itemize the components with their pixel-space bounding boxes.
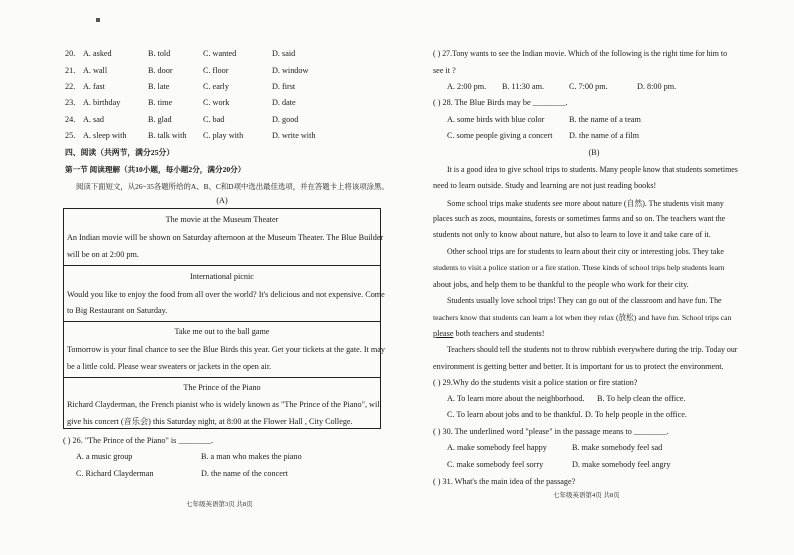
- option-b: B. talk with: [148, 131, 187, 140]
- option-a: A. asked: [83, 49, 112, 58]
- notice-board: [63, 208, 385, 429]
- option-a: A. sleep with: [83, 131, 127, 140]
- question-29-stem: ( ) 29.Why do the students visit a police station or fire station?: [433, 378, 638, 387]
- notice-title: The Prince of the Piano: [183, 383, 261, 392]
- question-26-option-a: A. a music group: [76, 452, 133, 461]
- question-29-option-d: D. To help people in the office.: [585, 410, 687, 419]
- underlined-word: please: [433, 329, 454, 338]
- question-27-option-b: B. 11:30 am.: [502, 82, 544, 91]
- option-c: C. bad: [203, 115, 225, 124]
- option-c: C. floor: [203, 66, 229, 75]
- option-d: D. first: [272, 82, 296, 91]
- question-number: 23.: [65, 98, 76, 107]
- instruction: 阅读下面短文，从26~35各题所给的A、B、C和D项中选出最佳选项，并在答题卡上将该项涂黑。: [76, 182, 389, 191]
- question-29-option-c: C. To learn about jobs and to be thankful.: [447, 410, 583, 419]
- question-28-option-c: C. some people giving a concert: [447, 131, 553, 140]
- option-b: B. glad: [148, 115, 172, 124]
- question-number: 22.: [65, 82, 76, 91]
- option-a: A. sad: [83, 115, 104, 124]
- option-d: D. good: [272, 115, 299, 124]
- notice-line: to Big Restaurant on Saturday.: [67, 306, 168, 315]
- notice-line: Richard Clayderman, the French pianist who is widely known as "The Prince of the Piano", will: [67, 400, 382, 409]
- question-26-option-d: D. the name of the concert: [201, 469, 288, 478]
- question-31-stem: ( ) 31. What's the main idea of the passage?: [433, 477, 576, 486]
- passage-line: about jobs, and help them to be thankful to the people who work for their city.: [433, 280, 689, 289]
- question-28-option-b: B. the name of a team: [569, 115, 641, 124]
- subsection-heading: 第一节 阅读理解（共10小题，每小题2分，满分20分）: [65, 165, 246, 174]
- scan-mark: [96, 18, 100, 22]
- option-d: D. window: [272, 66, 309, 75]
- option-d: D. date: [272, 98, 296, 107]
- notice-piano: [64, 377, 380, 430]
- right-page: [397, 0, 794, 555]
- passage-line: students not only to know about nature, but also to learn to love it and take care of it.: [433, 230, 711, 239]
- passage-a-label: (A): [216, 196, 228, 205]
- question-27-option-c: C. 7:00 pm.: [569, 82, 608, 91]
- notice-picnic: [64, 265, 385, 321]
- notice-title: Take me out to the ball game: [174, 327, 270, 336]
- option-b: B. late: [148, 82, 170, 91]
- question-28-stem: ( ) 28. The Blue Birds may be ________.: [433, 98, 568, 107]
- notice-line: Tomorrow is your final chance to see the Blue Birds this year. Get your tickets at the gate. It may: [67, 345, 385, 354]
- notice-line: Would you like to enjoy the food from all over the world? It's delicious and not expensive. Come: [67, 290, 385, 299]
- option-b: B. door: [148, 66, 173, 75]
- option-c: C. work: [203, 98, 230, 107]
- passage-line: environment is getting better and better. It is important for us to protect the environment.: [433, 362, 724, 371]
- question-26-stem: ( ) 26. "The Prince of the Piano" is ________.: [63, 436, 214, 445]
- question-30-option-a: A. make somebody feel happy: [447, 443, 547, 452]
- question-28-option-a: A. some birds with blue color: [447, 115, 545, 124]
- passage-line: [433, 329, 544, 338]
- question-30-option-d: D. make somebody feel angry: [572, 460, 671, 469]
- question-number: 20.: [65, 49, 76, 58]
- option-a: A. fast: [83, 82, 105, 91]
- option-d: D. write with: [272, 131, 316, 140]
- notice-line: give his concert (音乐会) this Saturday night, at 8:00 at the Flower Hall , City College.: [67, 417, 353, 426]
- passage-line: Some school trips make students see more about nature (自然). The students visit many: [447, 199, 724, 208]
- question-number: 21.: [65, 66, 76, 75]
- option-a: A. birthday: [83, 98, 121, 107]
- question-27-stem-cont: see it ?: [433, 66, 456, 75]
- question-29-option-b: B. To help clean the office.: [597, 394, 686, 403]
- notice-line: be a little cold. Please wear sweaters or jackets in the open air.: [67, 362, 272, 371]
- question-30-option-b: B. make somebody feel sad: [572, 443, 663, 452]
- page-footer: 七年级英语第4页 共8页: [553, 492, 620, 499]
- notice-line: will be on at 2:00 pm.: [67, 250, 139, 259]
- passage-line: places such as zoos, mountains, forests or sometimes farms and so on. The teachers want the: [433, 214, 726, 223]
- option-c: C. early: [203, 82, 229, 91]
- page-footer: 七年级英语第3页 共8页: [186, 501, 253, 508]
- question-26-option-b: B. a man who makes the piano: [201, 452, 302, 461]
- passage-line: students to visit a police station or a fire station. These kinds of school trips help students learn: [433, 263, 725, 272]
- question-26-option-c: C. Richard Clayderman: [76, 469, 154, 478]
- passage-line: Other school trips are for students to learn about their city or interesting jobs. They take: [447, 247, 724, 256]
- option-d: D. said: [272, 49, 296, 58]
- notice-title: International picnic: [190, 272, 254, 281]
- passage-line: teachers know that students can learn a lot when they relax (放松) and have fun. School trips can: [433, 313, 732, 322]
- question-27-stem: ( ) 27.Tony wants to see the Indian movie. Which of the following is the right time for him to: [433, 49, 728, 58]
- option-a: A. wall: [83, 66, 108, 75]
- question-30-stem: ( ) 30. The underlined word "please" in the passage means to ________.: [433, 427, 669, 436]
- question-30-option-c: C. make somebody feel sorry: [447, 460, 544, 469]
- notice-ball-game: [64, 321, 385, 377]
- question-27-option-d: D. 8:00 pm.: [637, 82, 677, 91]
- notice-line: An Indian movie will be shown on Saturday afternoon at the Museum Theater. The Blue Builder: [67, 233, 384, 242]
- notice-title: The movie at the Museum Theater: [165, 215, 279, 224]
- question-number: 24.: [65, 115, 76, 124]
- passage-line: need to learn outside. Study and learning are not just reading books!: [433, 181, 657, 190]
- section-heading: 四、阅读（共两节，满分25分）: [65, 148, 175, 157]
- option-b: B. told: [148, 49, 171, 58]
- passage-line: Teachers should tell the students not to throw rubbish everywhere during the trip. Today our: [447, 345, 738, 354]
- notice-movie: [64, 209, 384, 265]
- passage-b-label: (B): [588, 148, 600, 157]
- question-number: 25.: [65, 131, 76, 140]
- option-c: C. play with: [203, 131, 244, 140]
- passage-line: It is a good idea to give school trips to students. Many people know that students sometimes: [447, 165, 738, 174]
- question-28-option-d: D. the name of a film: [569, 131, 640, 140]
- option-c: C. wanted: [203, 49, 237, 58]
- passage-line: Students usually love school trips! They can go out of the classroom and have fun. The: [447, 296, 722, 305]
- passage-text: both teachers and students!: [453, 329, 545, 338]
- question-27-option-a: A. 2:00 pm.: [447, 82, 487, 91]
- option-b: B. time: [148, 98, 173, 107]
- question-29-option-a: A. To learn more about the neighborhood.: [447, 394, 585, 403]
